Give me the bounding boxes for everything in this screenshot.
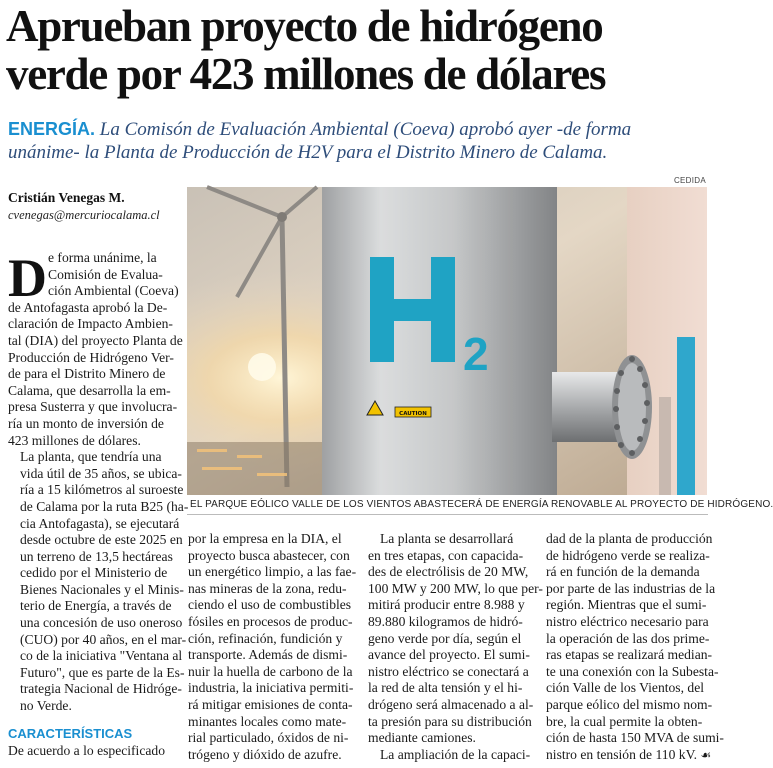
text-line: trategia Nacional de Hidróge- [20, 681, 182, 697]
text-line: ras etapas se realizará median- [546, 647, 713, 663]
text-line: proyecto busca abastecer, con [188, 547, 350, 563]
text-line: rá mitigar emisiones de conta- [188, 696, 353, 712]
text-line: des de electrólisis de 20 MW, [368, 564, 529, 580]
text-line: de Calama por la ruta B25 (ha- [20, 498, 189, 514]
headline-line: Aprueban proyecto de hidrógeno [6, 1, 603, 51]
paragraph [8, 449, 189, 715]
text-line: La ampliación de la capaci- [380, 746, 531, 762]
svg-text:2: 2 [463, 328, 489, 380]
author-name: Cristián Venegas M. [8, 190, 125, 205]
text-line: co de la iniciativa "Ventana al [20, 648, 183, 664]
text-line: vida útil de 35 años, se ubica- [20, 465, 182, 481]
text-line: de hidrógeno verde se realiza- [546, 547, 710, 563]
text-line: avance del proyecto. El sumi- [368, 647, 530, 663]
text-line: 89.880 kilogramos de hidró- [368, 613, 523, 629]
text-line: geno verde por día, según el [368, 630, 522, 646]
body-column-1-tail [8, 743, 178, 760]
text-line: una concesión de uso oneroso [20, 615, 183, 631]
article-photo [187, 187, 707, 495]
text-line: trógeno y dióxido de azufre. [188, 746, 342, 762]
text-line: de Antofagasta aprobó la De- [8, 299, 168, 315]
text-line: La planta se desarrollará [380, 531, 514, 546]
text-line: ción Ambiental (Coeva) [48, 283, 179, 299]
text-line: cia Antofagasta), se ejecutará [20, 515, 180, 531]
text-line: drógeno será almacenado a al- [368, 696, 534, 712]
caution-label: CAUTION [399, 411, 427, 417]
final-line: nistro en tensión de 110 kV. [546, 746, 698, 762]
text-line: en tres etapas, con capacida- [368, 547, 524, 563]
text-line: rial particulado, óxidos de ni- [188, 730, 349, 746]
text-line [546, 746, 712, 764]
text-line: nas mineras de la zona, redu- [188, 580, 347, 596]
text-line: bre, la cual permite la obten- [546, 713, 703, 729]
text-line: la operación de las dos prime- [546, 630, 710, 646]
text-line: industria, la iniciativa permiti- [188, 680, 354, 696]
text-line: la red de alta tensión y el hi- [368, 680, 523, 696]
text-line: ta presión para su distribución [368, 713, 532, 729]
paragraph [368, 531, 538, 548]
text-line: 100 MW y 200 MW, lo que per- [368, 580, 543, 596]
body-paragraphs [8, 250, 189, 715]
text-line: presa Susterra y que involucra- [8, 399, 178, 415]
text-line: rá en función de la demanda [546, 564, 700, 580]
text-line: Comisión de Evalua- [48, 266, 163, 282]
text-line: 423 millones de dólares. [8, 432, 141, 448]
text-line: Calama, que desarrolla la em- [8, 382, 171, 398]
end-mark-icon: ☙ [700, 747, 712, 762]
paragraph [8, 250, 183, 449]
text-line: ría un monto de inversión de [8, 415, 164, 431]
text-line: ría a 15 kilómetros al suroeste [20, 482, 184, 498]
text-line: nuir la huella de carbono de la [188, 663, 353, 679]
text-line: te una conexión con la Subesta- [546, 663, 719, 679]
text-line: fósiles en procesos de produc- [188, 613, 353, 629]
text-line: (CUO) por 40 años, en el mar- [20, 631, 187, 647]
text-line: claración de Impacto Ambien- [8, 316, 173, 332]
text-line: De acuerdo a lo especificado [8, 743, 165, 758]
text-line: dad de la planta de producción [546, 531, 713, 546]
text-line: mediante camiones. [368, 730, 476, 746]
summary-line: La Comisón de Evaluación Ambiental (Coeva) aprobó ayer -de forma [99, 119, 632, 140]
text-line: terio de Energía, a través de [20, 598, 172, 614]
text-line: ciendo el uso de combustibles [188, 597, 352, 613]
text-line: de para el Distrito Minero de [8, 366, 166, 382]
text-line: nistro eléctrico necesario para [546, 613, 709, 629]
text-line: desde octubre de este 2025 en [20, 532, 183, 548]
text-line: por la empresa en la DIA, el [188, 531, 342, 546]
caption-divider [187, 514, 708, 515]
summary-deck [8, 118, 708, 164]
text-line: e forma unánime, la [48, 250, 157, 265]
text-line: parque eólico del mismo nom- [546, 696, 713, 712]
text-line: mitirá producir entre 8.988 y [368, 597, 525, 613]
text-line: ción Valle de los Vientos, del [546, 680, 705, 696]
summary-line: unánime- la Planta de Producción de H2V para el Distrito Minero de Calama. [8, 142, 608, 163]
text-line: un terreno de 13,5 hectáreas [20, 548, 173, 564]
text-line: Futuro", que es parte de la Es- [20, 664, 185, 680]
text-line: Bienes Nacionales y el Minis- [20, 581, 184, 597]
section-kicker: ENERGÍA. [8, 119, 96, 139]
headline-line: verde por 423 millones de dólares [6, 49, 606, 99]
text-line: ción de hasta 150 MVA de sumi- [546, 730, 724, 746]
drop-cap: D [8, 248, 47, 308]
text-line: tal (DIA) del proyecto Planta de [8, 332, 183, 348]
text-line: Producción de Hidrógeno Ver- [8, 349, 174, 365]
photo-caption: EL PARQUE EÓLICO VALLE DE LOS VIENTOS ABASTECERÁ DE ENERGÍA RENOVABLE AL PROYECTO DE HIDRÓGENO. [190, 499, 773, 510]
text-line: un energético limpio, a las fae- [188, 564, 357, 580]
text-line: por parte de las industrias de la [546, 580, 716, 596]
text-line: minantes locales como mate- [188, 713, 347, 729]
body-column-4 [546, 531, 724, 763]
text-line: transporte. Además de dismi- [188, 647, 348, 663]
text-line: ción, refinación, fundición y [188, 630, 343, 646]
hydrogen-tank-photo [187, 187, 707, 495]
text-line: no Verde. [20, 698, 72, 714]
text-line: cedido por el Ministerio de [20, 565, 168, 581]
text-line: nistro eléctrico se conectará a [368, 663, 529, 679]
section-subhead: CARACTERÍSTICAS [8, 726, 133, 741]
body-column-1 [8, 250, 189, 715]
text-line: La planta, que tendría una [20, 449, 162, 465]
text-line: región. Mientras que el sumi- [546, 597, 707, 613]
photo-credit: CEDIDA [673, 176, 706, 185]
author-email: cvenegas@mercuriocalama.cl [8, 208, 160, 222]
headline [6, 2, 710, 98]
body-column-3 [368, 531, 543, 763]
body-column-2 [188, 531, 360, 763]
